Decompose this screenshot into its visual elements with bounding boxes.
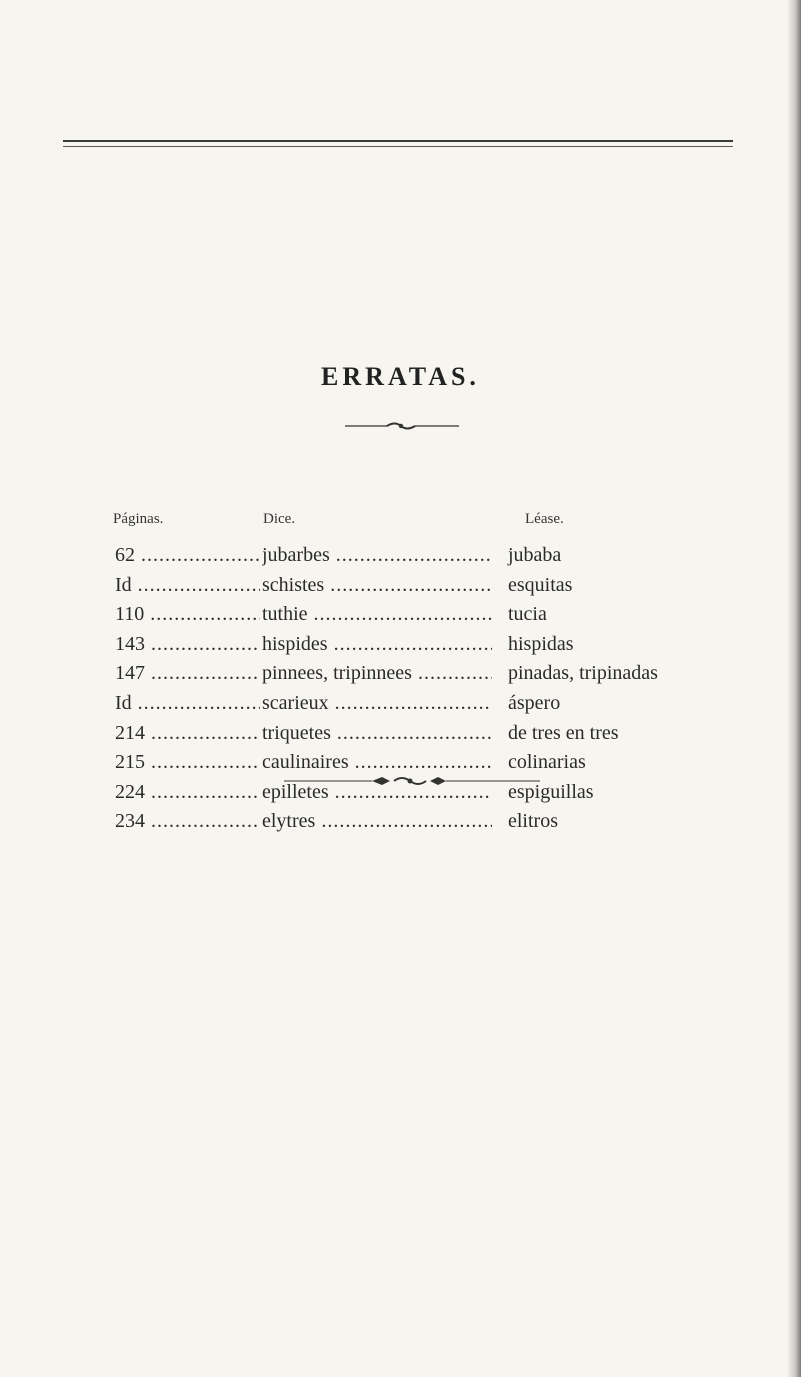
wrong-term: hispides ..... [262,630,492,660]
column-header-dice: Dice. [263,511,296,527]
errata-row [0,807,801,837]
wrong-term: triquetes ..... [262,719,492,749]
wrong-term: epilletes ..... [262,778,492,808]
page-number: 147 ..... [115,659,260,689]
errata-row [0,600,801,630]
wrong-term: jubarbes ..... [262,541,492,571]
page-number: 62 ..... [115,541,260,571]
correct-term: de tres en tres [508,721,619,744]
wrong-term: scarieux ..... [262,689,492,719]
wrong-term: caulinaires ..... [262,748,492,778]
errata-row [0,630,801,660]
page-number: 215 ..... [115,748,260,778]
errata-row [0,719,801,749]
page-number: 224 ..... [115,778,260,808]
wrong-term: elytres ..... [262,807,492,837]
correct-term: pinadas, tripinadas [508,662,658,685]
page-number: Id ..... [115,571,260,601]
correct-term: hispidas [508,632,574,655]
page-number: 234 ..... [115,807,260,837]
correct-term: áspero [508,691,561,714]
correct-term: tucia [508,603,547,626]
errata-row [0,689,801,719]
errata-row [0,571,801,601]
column-header-lease: Léase. [525,511,564,527]
correct-term: colinarias [508,751,586,774]
page-number: 143 ..... [115,630,260,660]
errata-table [0,541,801,837]
wrong-term: tuthie ..... [262,600,492,630]
page-number: 110 ..... [115,600,260,630]
top-double-rule [63,140,733,147]
correct-term: jubaba [508,544,562,566]
page-number: Id ..... [115,689,260,719]
page-number: 214 ..... [115,719,260,749]
wrong-term: pinnees, tripinnees ..... [262,659,492,689]
page-title: ERRATAS. [321,362,480,391]
correct-term: esquitas [508,573,573,596]
column-header-pages: Páginas. [113,511,164,527]
footer-ornament [282,774,542,788]
title-ornament [343,420,461,432]
correct-term: espiguillas [508,780,594,803]
errata-row [0,541,801,571]
wrong-term: schistes ..... [262,571,492,601]
errata-row [0,659,801,689]
correct-term: elitros [508,810,558,833]
